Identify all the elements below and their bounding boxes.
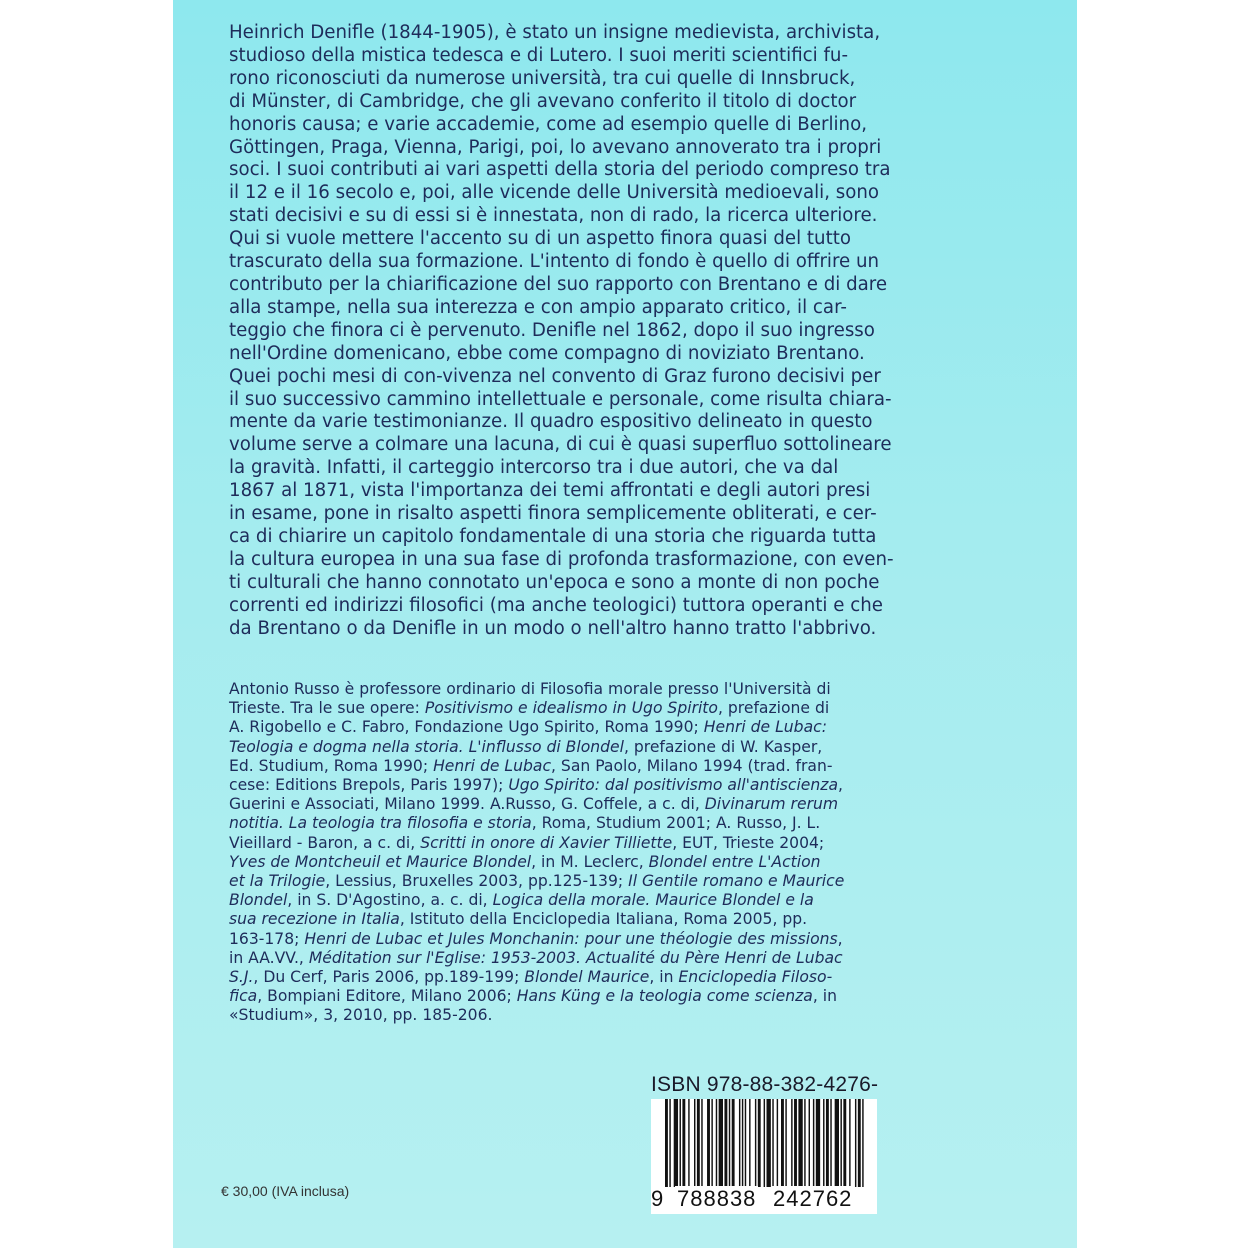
bio-text-segment: Antonio Russo è professore ordinario di Filosofia morale presso l'Università di: [229, 680, 831, 698]
bio-title-segment: Teologia e dogma nella storia. L'influsso di Blondel: [229, 737, 624, 756]
description-line: Qui si vuole mettere l'accento su di un aspetto finora quasi del tutto: [229, 228, 851, 250]
bio-title-segment: Blondel entre L'Action: [648, 852, 821, 871]
bio-text-segment: Vieillard - Baron, a c. di,: [229, 833, 421, 852]
bio-title-segment: Yves de Montcheuil et Maurice Blondel: [229, 852, 532, 871]
bio-title-segment: Henri de Lubac et Jules Monchanin: pour une théologie des missions: [304, 929, 838, 948]
description-line: nell'Ordine domenicano, ebbe come compagno di noviziato Brentano.: [229, 342, 865, 364]
bio-text-segment: , in: [649, 968, 679, 987]
bio-title-segment: Henri de Lubac:: [703, 718, 827, 737]
bio-text-segment: , EUT, Trieste 2004;: [672, 833, 825, 852]
barcode-group-1: 788838: [677, 1186, 757, 1211]
bio-text-segment: «Studium», 3, 2010, pp. 185-206.: [229, 1006, 493, 1025]
description-line: rono riconosciuti da numerose università, tra cui quelle di Innsbruck,: [229, 67, 856, 89]
bio-text-segment: , San Paolo, Milano 1994 (trad. fran-: [551, 756, 833, 775]
bio-text-segment: , Roma, Studium 2001; A. Russo, J. L.: [531, 814, 821, 833]
bio-title-segment: Blondel: [229, 891, 288, 910]
bio-title-segment: S.J.: [229, 968, 254, 987]
bio-line: [229, 757, 877, 776]
bio-title-segment: sua recezione in Italia: [229, 910, 400, 929]
description-line: la cultura europea in una sua fase di profonda trasformazione, con even-: [229, 548, 894, 570]
barcode-group-2: 242762: [773, 1186, 853, 1211]
bio-title-segment: Méditation sur l'Eglise: 1953-2003. Actualité du Père Henri de Lubac: [308, 948, 843, 967]
bio-line: [229, 699, 877, 718]
description-line: ti culturali che hanno connotato un'epoca e sono a monte di non poche: [229, 571, 880, 593]
description-line: Heinrich Denifle (1844-1905), è stato un insigne medievista, archivista,: [229, 22, 881, 43]
bio-line: [229, 853, 877, 872]
bio-line: [229, 680, 877, 699]
description-line: soci. I suoi contributi ai vari aspetti della storia del periodo compreso tra: [229, 159, 891, 181]
bio-text-segment: , Bompiani Editore, Milano 2006;: [257, 987, 517, 1006]
bio-title-segment: Enciclopedia Filoso-: [678, 968, 833, 987]
description-line: la gravità. Infatti, il carteggio intercorso tra i due autori, che va dal: [229, 457, 839, 479]
bio-title-segment: Scritti in onore di Xavier Tilliette: [420, 833, 673, 852]
bio-text-segment: , Lessius, Bruxelles 2003, pp.125-139;: [325, 872, 629, 891]
price-label: € 30,00 (IVA inclusa): [221, 1183, 350, 1199]
bio-title-segment: Ugo Spirito: dal positivismo all'antiscienza: [508, 776, 839, 795]
bio-line: [229, 872, 877, 891]
bio-line: [229, 834, 877, 853]
bio-line: [229, 949, 877, 968]
description-line: correnti ed indirizzi filosofici (ma anche teologici) tuttora operanti e che: [229, 594, 883, 616]
description-line: il suo successivo cammino intellettuale e personale, come risulta chiara-: [229, 388, 892, 410]
bio-text-segment: in AA.VV.,: [229, 948, 309, 967]
bio-text-segment: , prefazione di: [717, 699, 830, 718]
bio-line: [229, 718, 877, 737]
bio-line: [229, 814, 877, 833]
description-line: Quei pochi mesi di con-vivenza nel convento di Graz furono decisivi per: [229, 365, 881, 387]
bio-line: [229, 1006, 877, 1025]
description-line: di Münster, di Cambridge, che gli avevano conferito il titolo di doctor: [229, 90, 857, 112]
bio-text-segment: , Istituto della Enciclopedia Italiana, Roma 2005, pp.: [399, 910, 808, 929]
bio-line: [229, 987, 877, 1006]
bio-text-segment: Ed. Studium, Roma 1990;: [229, 756, 434, 775]
author-bio-paragraph: [229, 680, 877, 1026]
bio-line: [229, 776, 877, 795]
description-line: volume serve a colmare una lacuna, di cui è quasi superfluo sottolineare: [229, 434, 892, 456]
bio-text-segment: ,: [838, 776, 843, 795]
description-line: mente da varie testimonianze. Il quadro espositivo delineato in questo: [229, 411, 873, 433]
description-line: in esame, pone in risalto aspetti finora semplicemente obliterati, e cer-: [229, 503, 877, 525]
description-line: alla stampe, nella sua interezza e con ampio apparato critico, il car-: [229, 296, 847, 318]
description-line: stati decisivi e su di essi si è innestata, non di rado, la ricerca ulteriore.: [229, 205, 878, 227]
bio-text-segment: Trieste. Tra le sue opere:: [229, 699, 425, 718]
isbn-label: ISBN 978-88-382-4276-: [651, 1073, 879, 1096]
bio-title-segment: Divinarum rerum: [704, 795, 839, 814]
description-line: teggio che finora ci è pervenuto. Denifle nel 1862, dopo il suo ingresso: [229, 319, 875, 341]
description-line: trascurato della sua formazione. L'intento di fondo è quello di offrire un: [229, 251, 880, 273]
description-line: 1867 al 1871, vista l'importanza dei temi affrontati e degli autori presi: [229, 480, 871, 502]
description-line: contributo per la chiarificazione del suo rapporto con Brentano e di dare: [229, 273, 888, 295]
description-line: studioso della mistica tedesca e di Lutero. I suoi meriti scientifici fu-: [229, 44, 849, 66]
bio-title-segment: Henri de Lubac: [433, 756, 552, 775]
bio-line: [229, 738, 877, 757]
bio-text-segment: cese: Editions Brepols, Paris 1997);: [229, 776, 509, 795]
bio-line: [229, 795, 877, 814]
bio-title-segment: Positivismo e idealismo in Ugo Spirito: [424, 699, 718, 718]
bio-title-segment: Blondel Maurice: [524, 968, 650, 987]
bio-text-segment: A. Rigobello e C. Fabro, Fondazione Ugo Spirito, Roma 1990;: [229, 718, 704, 737]
bio-line: [229, 891, 877, 910]
bio-text-segment: ,: [837, 929, 843, 948]
barcode-bars-icon: [651, 1099, 877, 1187]
bio-text-segment: , Du Cerf, Paris 2006, pp.189-199;: [253, 968, 525, 987]
bio-text-segment: , in S. D'Agostino, a. c. di,: [287, 891, 493, 910]
bio-title-segment: notitia. La teologia tra filosofia e storia: [229, 814, 532, 833]
bio-text-segment: Guerini e Associati, Milano 1999. A.Russo, G. Coffele, a c. di,: [229, 795, 705, 814]
description-line: ca di chiarire un capitolo fondamentale di una storia che riguarda tutta: [229, 525, 877, 547]
bio-title-segment: et la Trilogie: [229, 872, 326, 891]
description-line: Göttingen, Praga, Vienna, Parigi, poi, lo avevano annoverato tra i propri: [229, 136, 882, 158]
bio-text-segment: , in M. Leclerc,: [531, 852, 649, 871]
bio-title-segment: Il Gentile romano e Maurice: [628, 872, 845, 891]
bio-line: [229, 968, 877, 987]
description-line: honoris causa; e varie accademie, come ad esempio quelle di Berlino,: [229, 113, 867, 135]
description-line: da Brentano o da Denifle in un modo o nell'altro hanno tratto l'abbrivo.: [229, 617, 877, 639]
description-line: il 12 e il 16 secolo e, poi, alle vicende delle Università medioevali, sono: [229, 182, 880, 204]
bio-line: [229, 930, 877, 949]
bio-title-segment: fica: [229, 987, 258, 1006]
bio-text-segment: 163-178;: [229, 929, 305, 948]
barcode-first-digit: 9: [651, 1186, 664, 1211]
bio-line: [229, 910, 877, 929]
bio-title-segment: Logica della morale. Maurice Blondel e la: [492, 891, 814, 910]
bio-text-segment: , in: [812, 987, 837, 1006]
bio-text-segment: , prefazione di W. Kasper,: [623, 737, 823, 756]
barcode-digits: [651, 1186, 877, 1214]
bio-title-segment: Hans Küng e la teologia come scienza: [516, 987, 813, 1006]
description-paragraph: [229, 22, 1027, 640]
